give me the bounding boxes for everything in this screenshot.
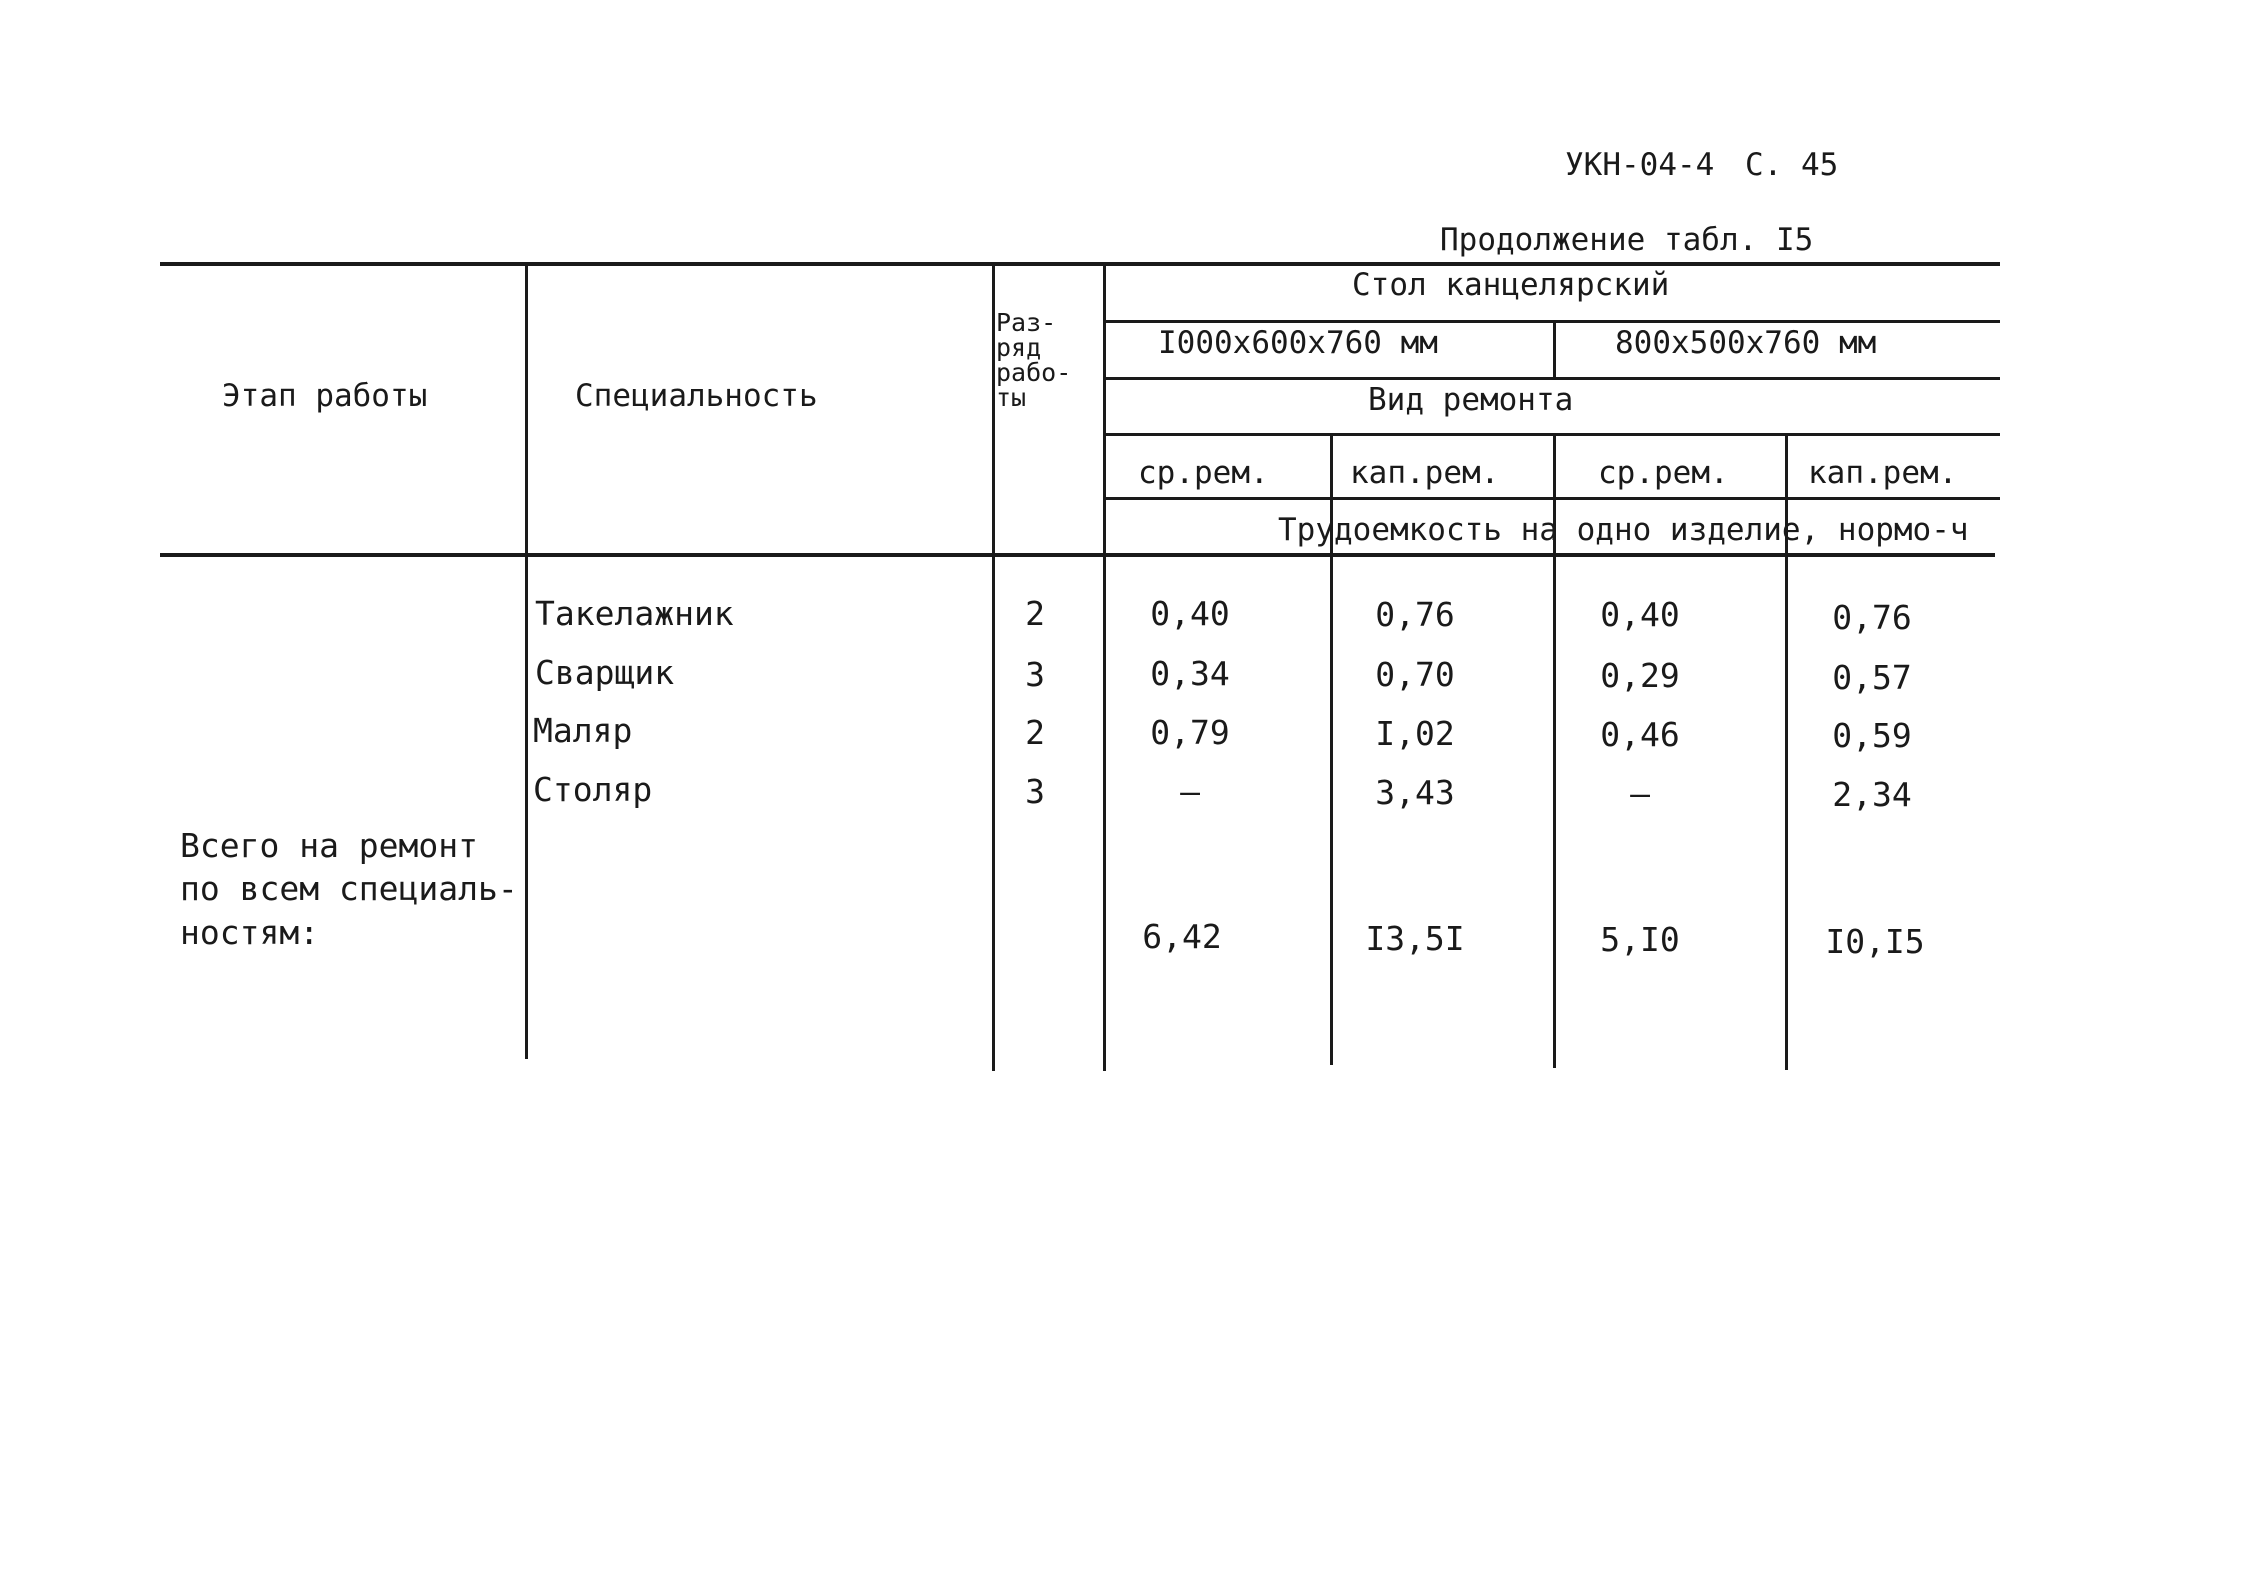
- header-labor: Трудоемкость на одно изделие, нормо-ч: [1278, 512, 1969, 548]
- row-3-value-4: 0,59: [1832, 716, 1912, 755]
- row-1-value-2: 0,76: [1375, 595, 1455, 634]
- row-2-specialty: Сварщик: [535, 653, 675, 692]
- header-size-1: I000х600х760 мм: [1158, 325, 1438, 361]
- header-stage: Этап работы: [222, 378, 428, 414]
- row-4-value-1: –: [1180, 772, 1200, 811]
- row-4-specialty: Столяр: [533, 770, 653, 809]
- rule-under-sizes: [1105, 377, 2000, 380]
- total-value-3: 5,I0: [1600, 920, 1680, 959]
- header-rank-line-3: рабо-: [996, 358, 1072, 387]
- row-3-specialty: Маляр: [533, 711, 633, 750]
- row-1-value-3: 0,40: [1600, 595, 1680, 634]
- row-1-rank: 2: [1025, 594, 1045, 633]
- total-value-2: I3,5I: [1365, 919, 1465, 958]
- page-number: С. 45: [1745, 147, 1839, 183]
- total-label-line-3: ностям:: [180, 913, 320, 952]
- header-sub-3: ср.рем.: [1598, 455, 1729, 491]
- header-repair-type: Вид ремонта: [1368, 382, 1574, 418]
- row-1-value-4: 0,76: [1832, 598, 1912, 637]
- col-divider-1: [525, 264, 528, 1059]
- row-1-specialty: Такелажник: [535, 594, 734, 633]
- row-4-value-4: 2,34: [1832, 775, 1912, 814]
- row-4-value-3: –: [1630, 774, 1650, 813]
- total-value-4: I0,I5: [1825, 922, 1925, 961]
- table-continuation-note: Продолжение табл. I5: [1440, 222, 1814, 258]
- row-3-value-2: I,02: [1375, 714, 1455, 753]
- document-code: УКН-04-4: [1565, 147, 1715, 183]
- table-top-rule: [160, 262, 2000, 266]
- header-sub-1: ср.рем.: [1138, 455, 1269, 491]
- row-2-rank: 3: [1025, 655, 1045, 694]
- total-label-line-2: по всем специаль-: [180, 869, 518, 908]
- total-label-line-1: Всего на ремонт: [180, 826, 479, 865]
- header-product: Стол канцелярский: [1352, 267, 1670, 303]
- col-divider-4: [1553, 320, 1556, 377]
- header-rank-line-2: ряд: [996, 333, 1042, 362]
- row-4-rank: 3: [1025, 772, 1045, 811]
- header-sub-2: кап.рем.: [1350, 455, 1500, 491]
- header-rank-line-4: ты: [996, 383, 1027, 412]
- row-3-value-3: 0,46: [1600, 715, 1680, 754]
- row-1-value-1: 0,40: [1150, 594, 1230, 633]
- row-3-rank: 2: [1025, 713, 1045, 752]
- header-size-2: 800х500х760 мм: [1615, 325, 1877, 361]
- header-sub-4: кап.рем.: [1808, 455, 1958, 491]
- row-4-value-2: 3,43: [1375, 773, 1455, 812]
- total-value-1: 6,42: [1142, 917, 1222, 956]
- header-specialty: Специальность: [575, 378, 818, 414]
- row-2-value-4: 0,57: [1832, 658, 1912, 697]
- row-2-value-3: 0,29: [1600, 656, 1680, 695]
- header-bottom-rule: [160, 553, 1995, 557]
- header-rank: [996, 310, 1071, 410]
- row-2-value-2: 0,70: [1375, 655, 1455, 694]
- header-rank-line-1: Раз-: [996, 308, 1057, 337]
- row-3-value-1: 0,79: [1150, 713, 1230, 752]
- row-2-value-1: 0,34: [1150, 654, 1230, 693]
